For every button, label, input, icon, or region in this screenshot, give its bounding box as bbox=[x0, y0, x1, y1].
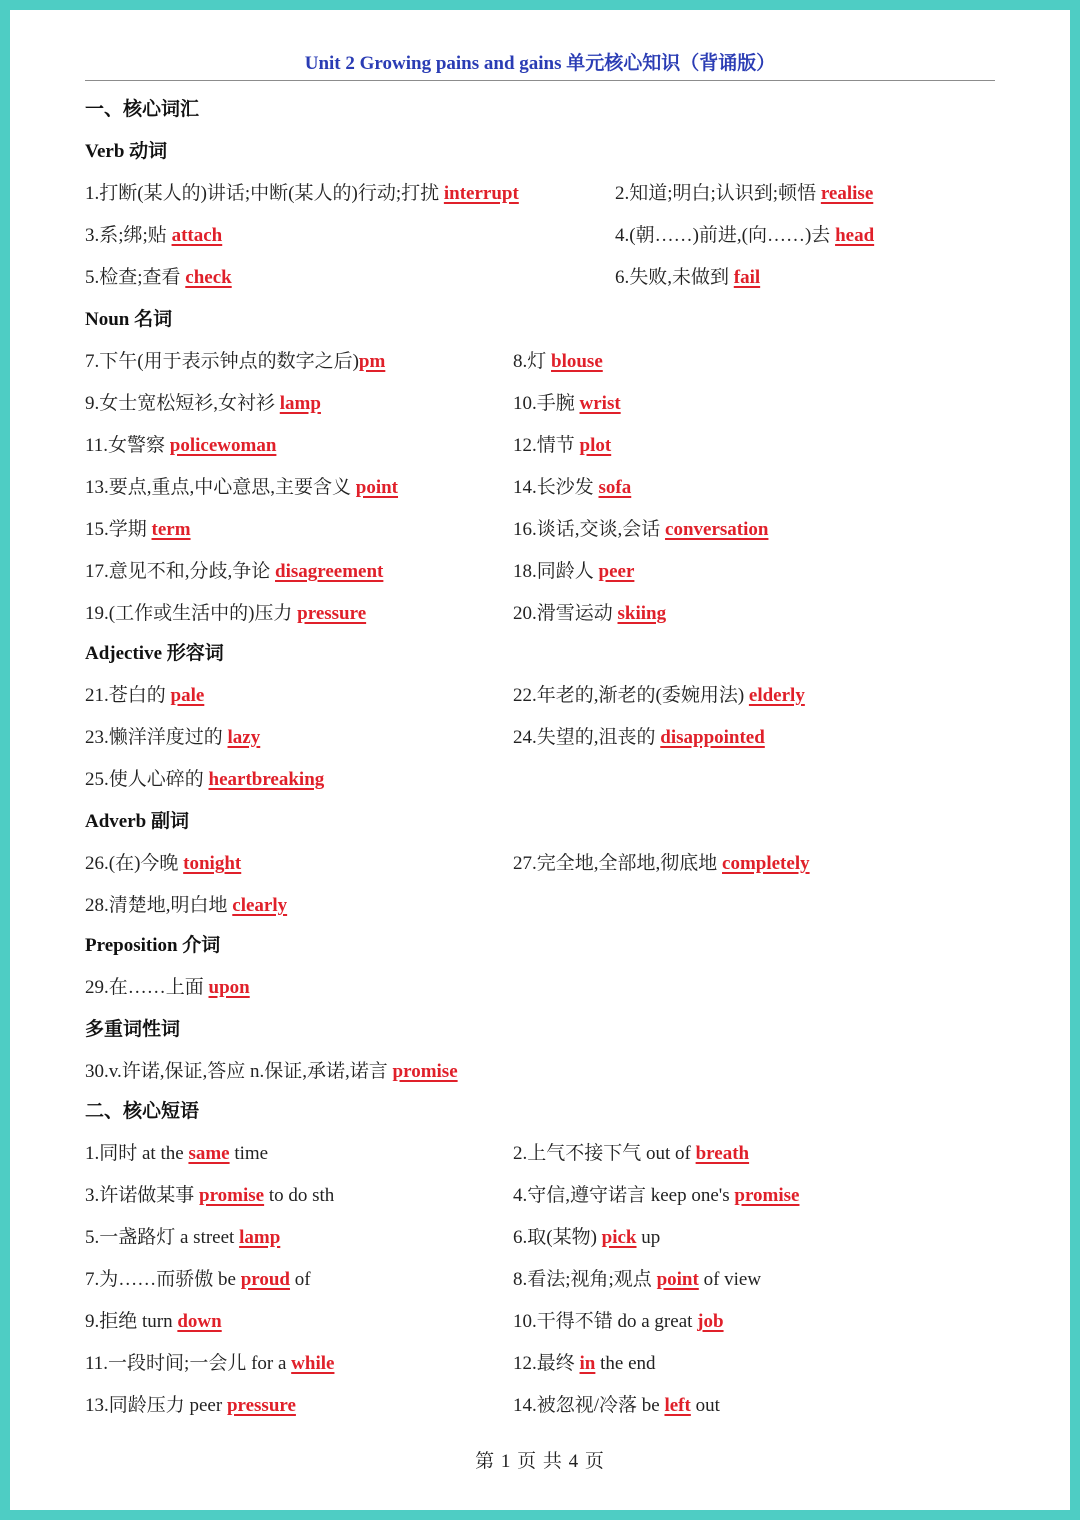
verb-item-1: 1.打断(某人的)讲话;中断(某人的)行动;打扰 interrupt bbox=[85, 183, 519, 204]
verb-item-5: 5.检查;查看 check bbox=[85, 267, 232, 288]
document-page bbox=[10, 10, 1070, 1510]
section-adverb-heading: Adverb 副词 bbox=[85, 811, 189, 832]
phrase-item-8: 8.看法;视角;观点 point of view bbox=[513, 1269, 762, 1290]
noun-item-14: 14.长沙发 sofa bbox=[513, 477, 632, 498]
adjective-item-21: 21.苍白的 pale bbox=[85, 685, 205, 706]
noun-item-16: 16.谈话,交谈,会话 conversation bbox=[513, 519, 769, 540]
section-vocab-heading: 一、核心词汇 bbox=[85, 99, 200, 120]
section-adjective-heading: Adjective 形容词 bbox=[85, 643, 224, 664]
noun-item-8: 8.灯 blouse bbox=[513, 351, 603, 372]
noun-item-9: 9.女士宽松短衫,女衬衫 lamp bbox=[85, 393, 321, 414]
document-title: Unit 2 Growing pains and gains 单元核心知识（背诵版） bbox=[304, 53, 776, 74]
phrase-item-12: 12.最终 in the end bbox=[513, 1353, 656, 1374]
adjective-item-24: 24.失望的,沮丧的 disappointed bbox=[513, 727, 765, 748]
verb-item-2: 2.知道;明白;认识到;顿悟 realise bbox=[615, 183, 874, 204]
section-noun-heading: Noun 名词 bbox=[85, 309, 173, 330]
phrase-item-2: 2.上气不接下气 out of breath bbox=[513, 1143, 750, 1164]
page-footer: 第 1 页 共 4 页 bbox=[475, 1451, 605, 1472]
adverb-item-28: 28.清楚地,明白地 clearly bbox=[85, 895, 288, 916]
noun-item-10: 10.手腕 wrist bbox=[513, 393, 621, 414]
verb-item-4: 4.(朝……)前进,(向……)去 head bbox=[615, 225, 875, 246]
phrase-item-10: 10.干得不错 do a great job bbox=[513, 1311, 724, 1332]
adjective-item-22: 22.年老的,渐老的(委婉用法) elderly bbox=[513, 685, 805, 706]
noun-item-18: 18.同龄人 peer bbox=[513, 561, 635, 582]
phrase-item-9: 9.拒绝 turn down bbox=[85, 1311, 222, 1332]
section-phrases-heading: 二、核心短语 bbox=[85, 1101, 200, 1122]
phrase-item-5: 5.一盏路灯 a street lamp bbox=[85, 1227, 281, 1248]
phrase-item-6: 6.取(某物) pick up bbox=[513, 1227, 661, 1248]
adverb-item-26: 26.(在)今晚 tonight bbox=[85, 853, 242, 874]
section-multi-heading: 多重词性词 bbox=[85, 1019, 181, 1040]
adverb-item-27: 27.完全地,全部地,彻底地 completely bbox=[513, 853, 810, 874]
phrase-item-1: 1.同时 at the same time bbox=[85, 1143, 269, 1164]
phrase-item-7: 7.为……而骄傲 be proud of bbox=[85, 1269, 311, 1290]
phrase-item-13: 13.同龄压力 peer pressure bbox=[85, 1395, 296, 1416]
phrase-item-3: 3.许诺做某事 promise to do sth bbox=[85, 1185, 335, 1206]
title-divider bbox=[85, 80, 995, 81]
verb-item-3: 3.系;绑;贴 attach bbox=[85, 225, 223, 246]
noun-item-13: 13.要点,重点,中心意思,主要含义 point bbox=[85, 477, 399, 498]
noun-item-12: 12.情节 plot bbox=[513, 435, 612, 456]
noun-item-15: 15.学期 term bbox=[85, 519, 191, 540]
verb-item-6: 6.失败,未做到 fail bbox=[615, 267, 761, 288]
adjective-item-25: 25.使人心碎的 heartbreaking bbox=[85, 769, 325, 790]
noun-item-19: 19.(工作或生活中的)压力 pressure bbox=[85, 603, 367, 624]
section-verb-heading: Verb 动词 bbox=[85, 141, 168, 162]
adjective-item-23: 23.懒洋洋度过的 lazy bbox=[85, 727, 261, 748]
noun-item-11: 11.女警察 policewoman bbox=[85, 435, 277, 456]
section-preposition-heading: Preposition 介词 bbox=[85, 935, 221, 956]
phrase-item-14: 14.被忽视/冷落 be left out bbox=[513, 1395, 720, 1416]
phrase-item-4: 4.守信,遵守诺言 keep one's promise bbox=[513, 1185, 800, 1206]
multi-item-30: 30.v.许诺,保证,答应 n.保证,承诺,诺言 promise bbox=[85, 1061, 458, 1082]
preposition-item-29: 29.在……上面 upon bbox=[85, 977, 250, 998]
phrase-item-11: 11.一段时间;一会儿 for a while bbox=[85, 1353, 335, 1374]
noun-item-7: 7.下午(用于表示钟点的数字之后)pm bbox=[85, 351, 386, 372]
noun-item-17: 17.意见不和,分歧,争论 disagreement bbox=[85, 561, 384, 582]
noun-item-20: 20.滑雪运动 skiing bbox=[513, 603, 667, 624]
